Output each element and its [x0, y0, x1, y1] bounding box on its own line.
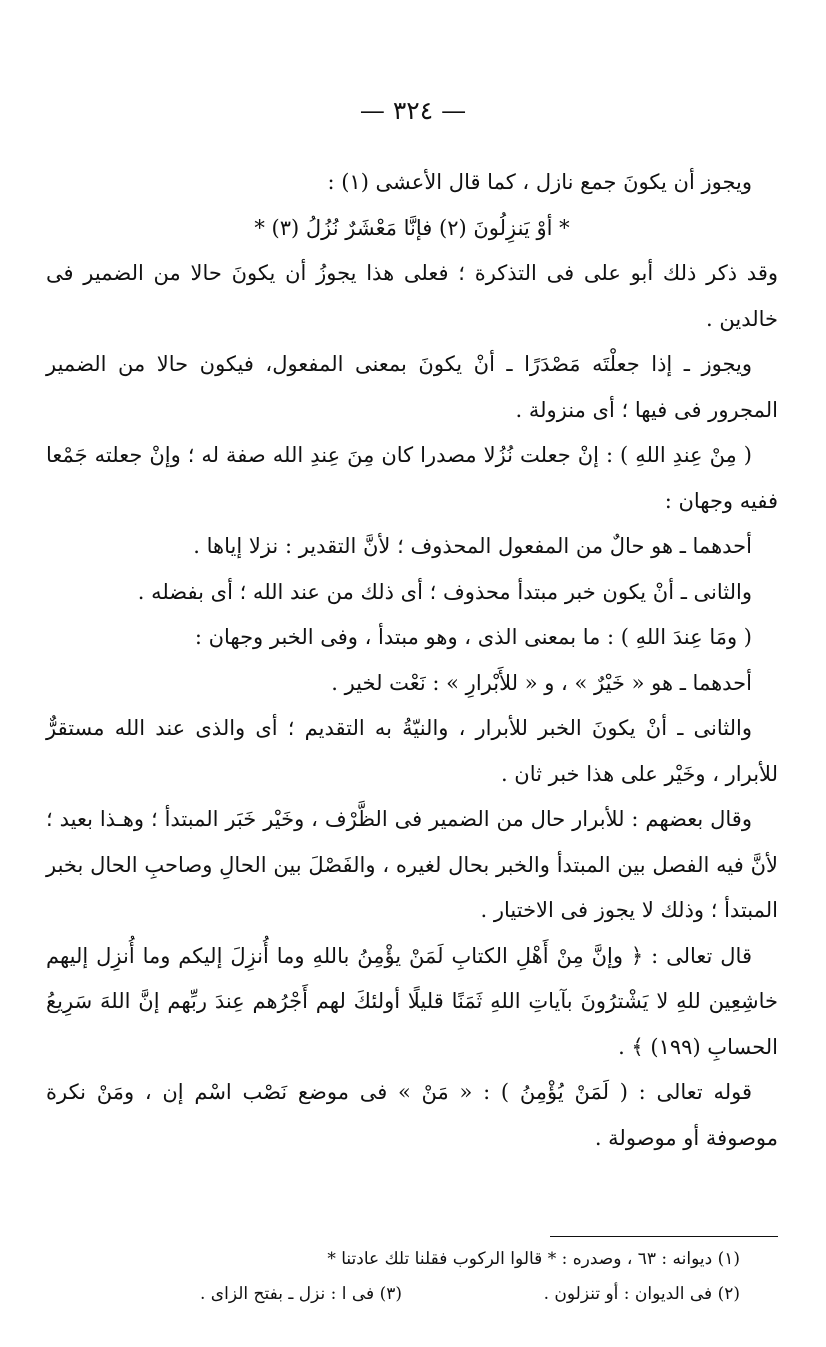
quran-verse: قال تعالى : ﴿ وإنَّ مِنْ أَهْلِ الكتابِ لَمَنْ يؤْمِنُ باللهِ وما أُنزِلَ إليكم وما أُنزِل إليهم خاشِعِين للهِ لا يَشْترُونَ بآياتِ اللهِ ثَمَنًا قليلًا أولئكَ لهم أَجْرُهم عِندَ ربِّهم إنَّ اللهَ سَرِيعُ الحسابِ (١٩٩) ﴾ .: [46, 943, 778, 1059]
paragraph-line-8: ( ومَا عِندَ اللهِ ) : ما بمعنى الذى ، وهو مبتدأ ، وفى الخبر وجهان :: [194, 625, 752, 649]
paragraph-line-9: أحدهما ـ هو « خَيْرٌ » ، و « للأَبْرارِ » : نَعْت لخير .: [331, 670, 752, 695]
footnote-row-2: [200, 1277, 740, 1312]
paragraph-line-11: وقال بعضهم : للأبرار حال من الضمير فى الظَّرْف ، وخَيْر خَبَر المبتدأ ؛ وهـذا بعيد ؛ لأنَّ فيه الفصل بين المبتدأ والخبر بحال لغيره ، والفَصْلَ بين الحالِ وصاحبِ الحال بخبر المبتدأ ؛ وذلك لا يجوز فى الاختيار .: [46, 807, 778, 922]
footnote-1: (١) ديوانه : ٦٣ ، وصدره : * قالوا الركوب فقلنا تلك عادتنا *: [327, 1249, 740, 1269]
paragraph-line-1: ويجوز أن يكونَ جمع نازل ، كما قال الأعشى (١) :: [327, 170, 752, 194]
footnote-2: (٢) فى الديوان : أو تنزلون .: [543, 1284, 740, 1304]
paragraph-line-7: والثانى ـ أنْ يكون خبر مبتدأ محذوف ؛ أى ذلك من عند الله ؛ أى بفضله .: [137, 579, 752, 604]
footnote-divider: [550, 1236, 778, 1237]
paragraph-line-5: ( مِنْ عِندِ اللهِ ) : إنْ جعلت نُزُلا مصدرا كان مِنَ عِندِ الله صفة له ؛ وإنْ جعلته جَمْعا ففيه وجهان :: [46, 443, 778, 513]
main-text: [46, 160, 778, 1161]
poetry-verse: * أوْ يَنزِلُونَ (٢) فإنَّا مَعْشَرٌ نُزُلُ (٣) *: [254, 215, 570, 240]
footnote-3: (٣) فى ا : نزل ـ بفتح الزاى .: [200, 1284, 402, 1304]
paragraph-line-3: وقد ذكر ذلك أبو على فى التذكرة ؛ فعلى هذا يجوزُ أن يكونَ حالا من الضمير فى خالدين .: [46, 261, 778, 331]
page-number: — ٣٢٤ —: [359, 96, 467, 125]
paragraph-line-13: قوله تعالى : ( لَمَنْ يُؤْمِنُ ) : « مَنْ » فى موضع نَصْب اسْم إن ، ومَنْ نكرة موصوفة أو موصولة .: [46, 1080, 778, 1150]
footnotes: [200, 1242, 740, 1312]
paragraph-line-4: ويجوز ـ إذا جعلْتَه مَصْدَرًا ـ أنْ يكونَ بمعنى المفعول، فيكون حالا من الضمير المجرور فى فيها ؛ أى منزولة .: [46, 352, 778, 422]
paragraph-line-6: أحدهما ـ هو حالٌ من المفعول المحذوف ؛ لأنَّ التقدير : نزلا إياها .: [193, 534, 752, 558]
footnote-row-1: [200, 1242, 740, 1277]
paragraph-line-10: والثانى ـ أنْ يكونَ الخبر للأبرار ، والنيّةُ به التقديم ؛ أى والذى عند الله مستقرٌّ للأبرار ، وخَيْر على هذا خبر ثان .: [46, 716, 778, 786]
